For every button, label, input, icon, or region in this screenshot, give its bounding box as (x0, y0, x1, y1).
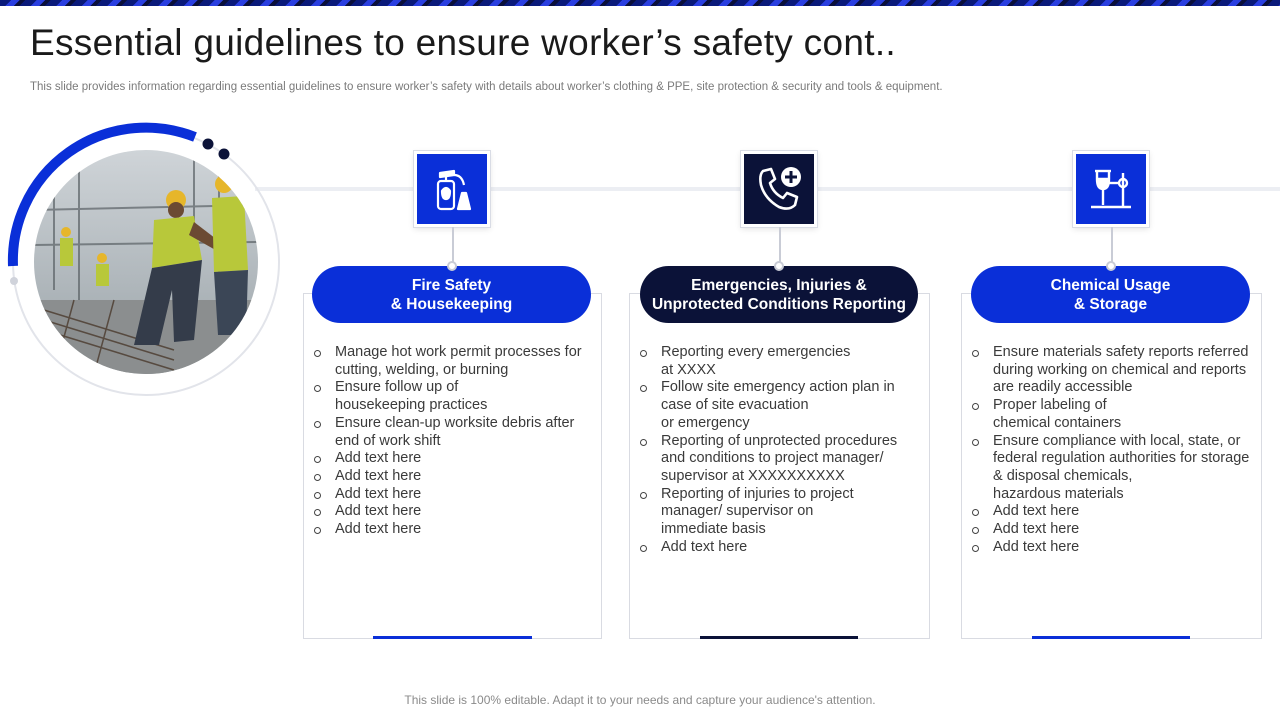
list-item: Follow site emergency action plan in case of site evacuation or emergency (638, 379, 928, 432)
card-accent-bar (373, 636, 532, 639)
guideline-list (970, 344, 1262, 556)
list-item: Add text here (970, 539, 1262, 557)
list-item: Reporting of injuries to project manager/ supervisor on immediate basis (638, 486, 928, 539)
slide-title: Essential guidelines to ensure worker’s safety cont.. (30, 22, 896, 63)
card-heading-pill (312, 266, 591, 323)
list-item: Add text here (312, 503, 596, 521)
chemical-flask-icon (1087, 165, 1135, 213)
connector-dot (774, 261, 784, 271)
list-item: Ensure materials safety reports referred during working on chemical and reports are readily accessible (970, 344, 1262, 397)
card-accent-bar (1032, 636, 1190, 639)
guideline-list (312, 344, 596, 539)
construction-workers-photo (34, 150, 258, 374)
list-item: Add text here (970, 521, 1262, 539)
chemical-flask-icon-box (1073, 151, 1149, 227)
list-item: Add text here (312, 450, 596, 468)
list-item: Manage hot work permit processes for cutting, welding, or burning (312, 344, 596, 379)
construction-scene-icon (34, 150, 258, 374)
list-item: Proper labeling of chemical containers (970, 397, 1262, 432)
list-item: Add text here (312, 486, 596, 504)
card-heading: Chemical Usage & Storage (1050, 276, 1171, 313)
list-item: Ensure follow up of housekeeping practices (312, 379, 596, 414)
card-heading: Fire Safety & Housekeeping (390, 276, 513, 313)
list-item: Reporting every emergencies at XXXX (638, 344, 928, 379)
phone-plus-icon (753, 163, 805, 215)
list-item: Ensure clean-up worksite debris after end of work shift (312, 415, 596, 450)
card-heading: Emergencies, Injuries & Unprotected Conditions Reporting (651, 276, 906, 313)
list-item: Reporting of unprotected procedures and conditions to project manager/ supervisor at XXXXXXXXXX (638, 433, 928, 486)
list-item: Add text here (970, 503, 1262, 521)
card-heading-pill (971, 266, 1250, 323)
fire-extinguisher-icon (428, 165, 476, 213)
phone-plus-icon-box (741, 151, 817, 227)
card-heading-pill (640, 266, 918, 323)
photo-frame (0, 118, 300, 418)
slide-footer: This slide is 100% editable. Adapt it to your needs and capture your audience's attention. (404, 693, 876, 707)
list-item: Add text here (312, 468, 596, 486)
guideline-list (638, 344, 928, 556)
top-decorative-stripe (0, 0, 1280, 6)
slide-subtitle: This slide provides information regarding essential guidelines to ensure worker’s safety with details about worker’s clothing & PPE, site protection & security and tools & equipment. (30, 81, 943, 93)
connector-dot (447, 261, 457, 271)
card-accent-bar (700, 636, 858, 639)
list-item: Add text here (312, 521, 596, 539)
connector-dot (1106, 261, 1116, 271)
list-item: Ensure compliance with local, state, or federal regulation authorities for storage & disposal chemicals, hazardous materials (970, 433, 1262, 504)
fire-extinguisher-icon-box (414, 151, 490, 227)
list-item: Add text here (638, 539, 928, 557)
